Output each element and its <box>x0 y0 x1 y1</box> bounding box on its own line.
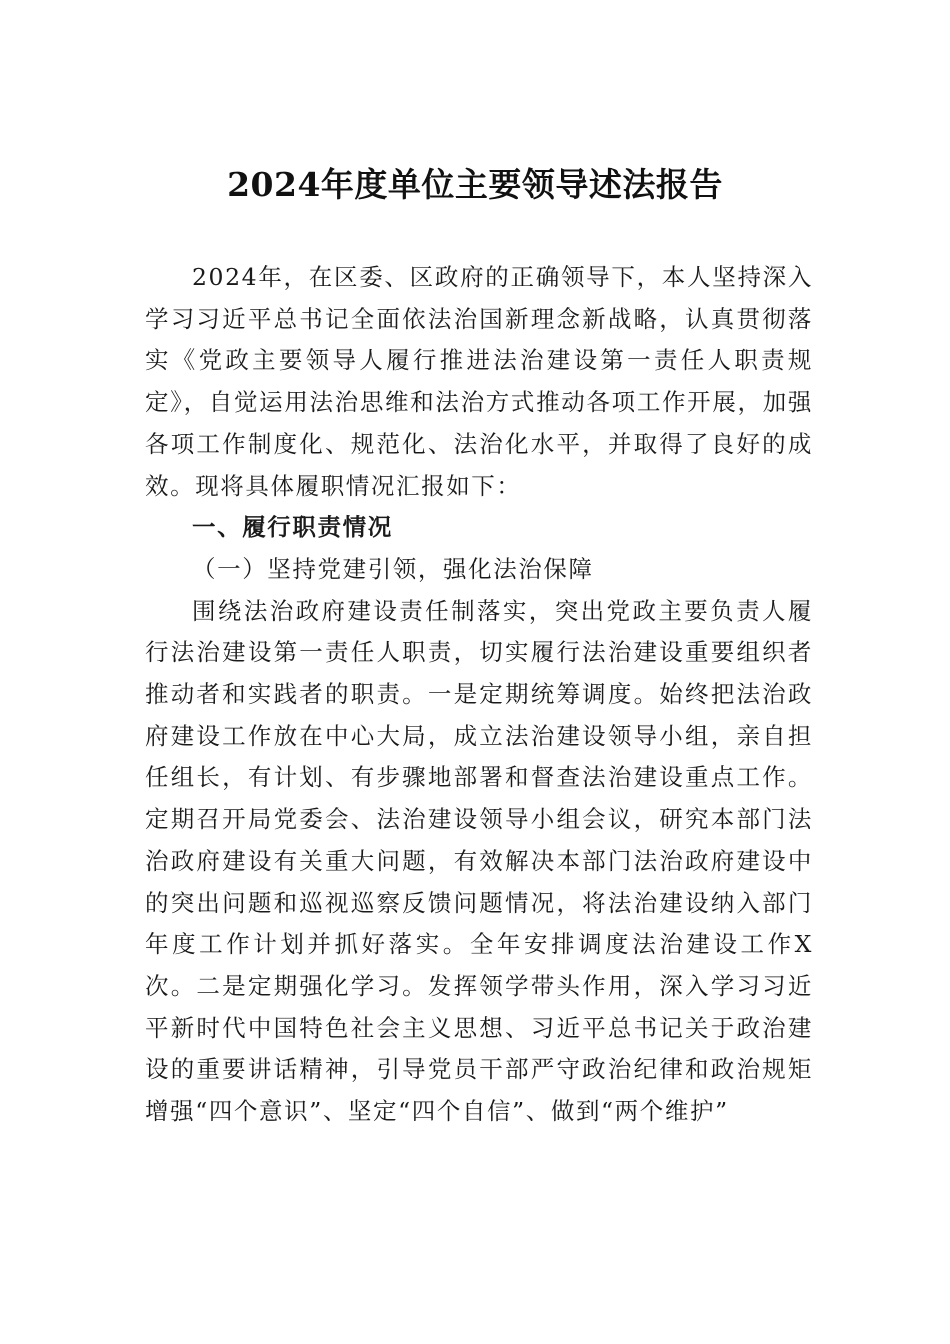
document-body <box>145 257 813 1133</box>
document-title: 2024年度单位主要领导述法报告 <box>227 165 723 204</box>
subsection-heading-1: （一）坚持党建引领，强化法治保障 <box>192 554 594 583</box>
subsection-paragraph-1: 围绕法治政府建设责任制落实，突出党政主要负责人履行法治建设第一责任人职责，切实履行法治建设重要组织者推动者和实践者的职责。一是定期统筹调度。始终把法治政府建设工作放在中心大局，成立法治建设领导小组，亲自担任组长，有计划、有步骤地部署和督查法治建设重点工作。定期召开局党委会、法治建设领导小组会议，研究本部门法治政府建设有关重大问题，有效解决本部门法治政府建设中的突出问题和巡视巡察反馈问题情况，将法治建设纳入部门年度工作计划并抓好落实。全年安排调度法治建设工作X次。二是定期强化学习。发挥领学带头作用，深入学习习近平新时代中国特色社会主义思想、习近平总书记关于政治建设的重要讲话精神，引导党员干部严守政治纪律和政治规矩增强“四个意识”、坚定“四个自信”、做到“两个维护” <box>145 596 813 1126</box>
intro-paragraph: 2024年，在区委、区政府的正确领导下，本人坚持深入学习习近平总书记全面依法治国新理念新战略，认真贯彻落实《党政主要领导人履行推进法治建设第一责任人职责规定》，自觉运用法治思维和法治方式推动各项工作开展，加强各项工作制度化、规范化、法治化水平，并取得了良好的成效。现将具体履职情况汇报如下： <box>145 263 813 500</box>
section-heading-1: 一、履行职责情况 <box>192 513 393 542</box>
